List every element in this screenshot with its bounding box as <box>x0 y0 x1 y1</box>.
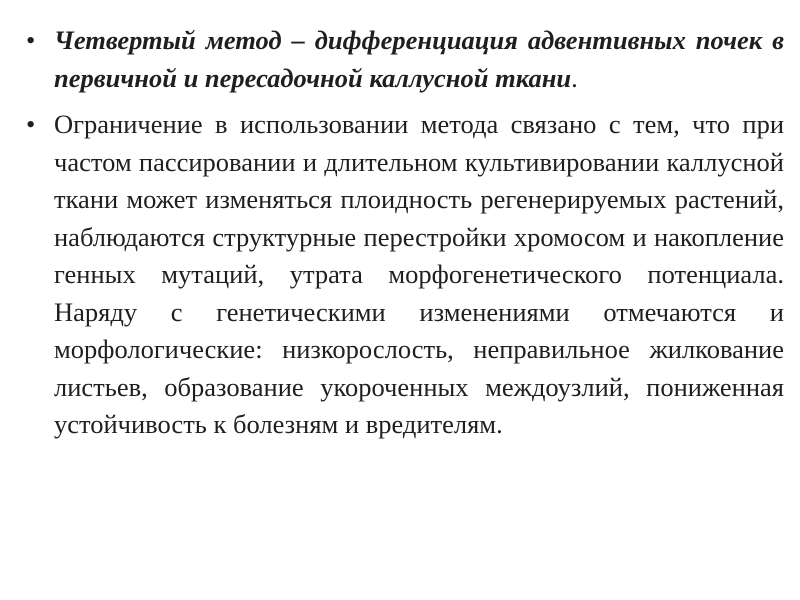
bullet-item-method-limitations <box>22 106 784 444</box>
method-limitations-text: Ограничение в использовании метода связано с тем, что при частом пассировании и длительном культивировании каллусной ткани может изменяться плоидность регенерируемых растений, наблюдаются структурные перестройки хромосом и накопление генных мутаций, утрата морфогенетического потенциала. Наряду с генетическими изменениями отмечаются и морфологические: низкорослость, неправильное жилкование листьев, образование укороченных междоузлий, пониженная устойчивость к болезням и вредителям. <box>54 109 784 439</box>
bullet-icon: • <box>26 109 36 139</box>
bullet-list <box>22 22 784 444</box>
bullet-item-method-title <box>22 22 784 97</box>
method-title-text: Четвертый метод – дифференциация адвентивных почек в первичной и пересадочной каллусной ткани <box>54 25 784 93</box>
bullet-icon: • <box>26 25 36 55</box>
method-title-period: . <box>571 62 578 93</box>
